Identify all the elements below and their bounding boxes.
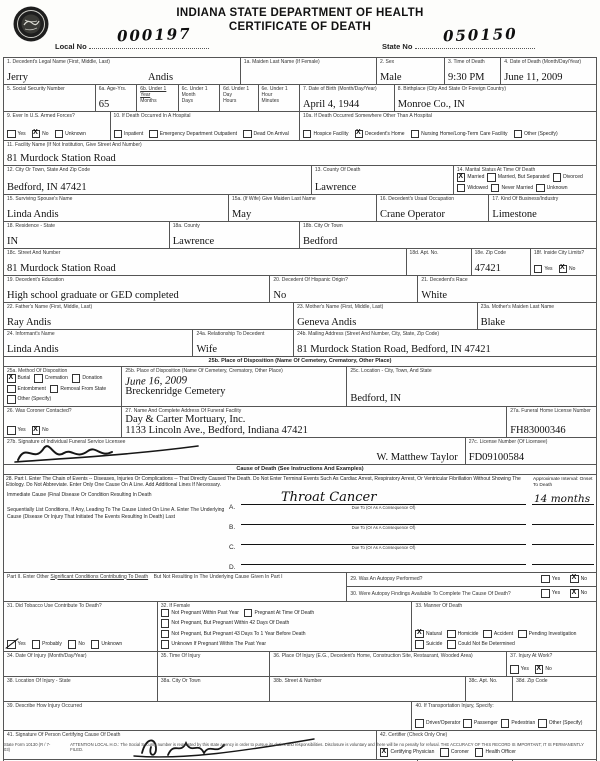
checkbox-icon xyxy=(50,385,59,394)
field-25b-place-of-disposition: 25b. Place of Disposition (Name Of Cemetery, Crematory, Other Place) June 16, 2009 Breckenridge Cemetery xyxy=(122,367,347,406)
checkbox-option-no xyxy=(32,426,49,435)
field-29-autopsy-performed: 29. Was An Autopsy Performed? Yes X No xyxy=(347,573,596,588)
checkbox-label: Yes xyxy=(551,590,561,597)
local-no-dotted-line xyxy=(89,24,209,49)
local-no xyxy=(55,24,209,51)
state-no xyxy=(382,24,535,51)
checkbox-option-decedent-s-home xyxy=(355,130,405,139)
checkbox-option-yes xyxy=(541,575,560,584)
checkbox-label: Pregnant At Time Of Death xyxy=(254,609,315,616)
checkbox-label: Not Pregnant, But Pregnant 43 Days To 1 Year Before Death xyxy=(171,630,306,637)
checkbox-icon xyxy=(447,640,456,649)
checkbox-option-yes xyxy=(541,589,560,598)
checkbox-icon xyxy=(303,130,312,139)
disposition-options xyxy=(7,374,118,405)
checkbox-option-pedestrian xyxy=(501,719,535,728)
field-32-if-female: 32. If Female Not Pregnant Within Past Year Pregnant At Time Of Death Not Pregnant, But Pregnant Within 42 Days Of Death Not Pregnant, But Pregnant 43 Days To 1 Year Before Death Unknown If Pregnant Within The Past Year xyxy=(158,602,413,651)
city-limits-options xyxy=(534,265,593,275)
field-6c-under-1-month: 6c. Under 1 Month Days xyxy=(179,85,220,111)
checkbox-option-yes xyxy=(534,265,553,274)
checkbox-option-no xyxy=(535,665,552,674)
checkbox-option-homicide xyxy=(447,630,478,639)
field-17-industry: 17. Kind Of Business/Industry Limestone xyxy=(492,196,559,220)
checkbox-label: Unknown xyxy=(101,641,123,648)
checkbox-option-inpatient xyxy=(114,130,144,139)
pregnancy-options xyxy=(161,609,409,650)
checkbox-option-other-specify xyxy=(7,395,51,404)
funeral-director-printed-name: W. Matthew Taylor xyxy=(376,451,458,463)
cause-a-value: Throat Cancer xyxy=(281,489,377,505)
checkbox-option-yes xyxy=(7,640,26,649)
field-24a-relationship: 24a. Relationship To Decedent Wife xyxy=(193,330,294,356)
checkbox-icon xyxy=(538,719,547,728)
checkbox-label: Suicide xyxy=(425,641,443,648)
checkbox-label: No xyxy=(545,666,552,673)
checkbox-option-nursing-home-long-term-care-facility xyxy=(411,130,508,139)
checkbox-option-passenger xyxy=(463,719,497,728)
checkbox-option-married xyxy=(457,173,484,182)
checkbox-label: Nursing Home/Long-Term Care Facility xyxy=(421,130,508,137)
checkbox-icon xyxy=(510,665,519,674)
checkbox-option-pending-investigation xyxy=(518,630,576,639)
armed-forces-options xyxy=(7,130,107,140)
checkbox-icon xyxy=(72,374,81,383)
footer-fine-print xyxy=(4,742,596,752)
checkbox-label: Emergency Department Outpatient xyxy=(159,130,237,137)
checkbox-icon xyxy=(68,640,77,649)
checkbox-icon xyxy=(463,719,472,728)
field-6a-age: 6a. Age-Yrs. 65 xyxy=(96,85,137,111)
checkbox-label: No xyxy=(580,575,587,582)
decedent-first-name: Jerry xyxy=(7,71,28,83)
checkbox-icon xyxy=(161,609,170,618)
checkbox-option-unknown xyxy=(91,640,122,649)
checkbox-label: Yes xyxy=(551,575,561,582)
checkbox-option-yes xyxy=(510,665,529,674)
injury-at-work-options xyxy=(510,665,593,675)
checkbox-icon xyxy=(491,184,500,193)
checkbox-label: Accident xyxy=(493,630,514,637)
cause-line-c: C. Due To (Or As A Consequence Of) xyxy=(229,532,594,551)
checkbox-icon xyxy=(244,609,253,618)
checkbox-icon xyxy=(541,575,550,584)
field-22-father-name: 22. Father's Name (First, Middle, Last) Ray Andis xyxy=(4,303,294,329)
checkbox-option-unknown xyxy=(55,130,86,139)
field-21-race: 21. Decedent's Race White xyxy=(421,277,468,301)
checkbox-icon xyxy=(447,630,456,639)
field-6e-under-1-hour: 6e. Under 1 Hour Minutes xyxy=(259,85,300,111)
field-24b-mailing-address: 24b. Mailing Address (Street And Number, City, State, Zip Code) 81 Murdock Station Road, Bedford, IN 47421 xyxy=(297,331,491,355)
checkbox-label: Decedent's Home xyxy=(365,130,405,137)
checkbox-option-burial xyxy=(7,374,30,383)
checkbox-label: Entombment xyxy=(17,385,46,392)
field-2-sex: 2. Sex Male xyxy=(377,58,445,84)
field-38-injury-state: 38. Location Of Injury - State xyxy=(4,677,158,701)
checkbox-option-widowed xyxy=(457,184,488,193)
funeral-facility-name: Day & Carter Mortuary, Inc. xyxy=(125,413,246,425)
field-part2-significant-conditions: Part II. Enter Other Significant Conditions Contributing To Death But Not Resulting In The Underlying Cause Given In Part I xyxy=(4,573,347,601)
checkbox-label: Cremation xyxy=(44,375,68,382)
field-3-time-of-death: 3. Time of Death 9:30 PM xyxy=(445,58,501,84)
checkbox-label: No xyxy=(42,130,49,137)
checkbox-label: Coroner xyxy=(450,749,469,756)
field-12-city-state-zip: 12. City Or Town, State And Zip Code Bedford, IN 47421 xyxy=(4,166,312,194)
checkbox-label: No xyxy=(42,427,49,434)
agency-title: INDIANA STATE DEPARTMENT OF HEALTH xyxy=(176,7,424,19)
hospital-options xyxy=(114,130,296,140)
cemetery-name: Breckenridge Cemetery xyxy=(125,385,226,397)
checkbox-option-accident xyxy=(483,630,513,639)
checkbox-label: Yes xyxy=(520,666,529,673)
checkbox-label: Never Married xyxy=(501,184,534,191)
checkbox-icon xyxy=(161,619,170,628)
field-13-county-of-death: 13. County Of Death Lawrence xyxy=(312,166,454,194)
checkbox-label: Yes xyxy=(544,265,553,272)
field-36-place-of-injury: 36. Place Of Injury (E.G., Decedent's Home, Construction Site, Restaurant, Wooded Area) xyxy=(270,652,507,676)
field-18a-residence-county: 18a. County Lawrence xyxy=(170,222,300,248)
checkbox-icon xyxy=(91,640,100,649)
checkbox-icon xyxy=(457,173,466,182)
checkbox-option-pregnant-at-time-of-death xyxy=(244,609,314,618)
field-18e-zip: 18e. Zip Code 47421 xyxy=(472,249,531,275)
field-15a-spouse-maiden-name: 15a. (If Wife) Give Maiden Last Name May xyxy=(229,195,377,221)
checkbox-label: Pending Investigation xyxy=(528,630,577,637)
checkbox-option-entombment xyxy=(7,385,46,394)
checkbox-option-yes xyxy=(7,426,26,435)
checkbox-icon xyxy=(534,265,543,274)
checkbox-option-not-pregnant-but-pregnant-43-days-to-1-year-before-death xyxy=(161,630,306,639)
checkbox-icon xyxy=(32,130,41,139)
field-34-date-of-injury: 34. Date Of Injury (Month/Day/Year) xyxy=(4,652,158,676)
field-25b-spanning-header: 25b. Place of Disposition (Name Of Cemetery, Crematory, Other Place) xyxy=(208,358,392,365)
other-place-options xyxy=(303,130,593,140)
checkbox-icon xyxy=(32,640,41,649)
checkbox-icon xyxy=(7,374,16,383)
checkbox-icon xyxy=(514,130,523,139)
checkbox-label: Other (Specify) xyxy=(17,396,52,403)
coroner-options xyxy=(7,426,118,436)
autopsy-options xyxy=(541,575,587,585)
field-25a-method-of-disposition: 25a. Method Of Disposition X Burial Cremation Donation Entombment Removal From State Other (Specify) xyxy=(4,367,122,406)
field-7-date-of-birth: 7. Date of Birth (Month/Day/Year) April 4, 1944 xyxy=(300,85,395,111)
field-30-autopsy-findings: 30. Were Autopsy Findings Available To Complete The Cause Of Death? Yes X No xyxy=(347,587,596,601)
cause-line-b: B. Due To (Or As A Consequence Of) xyxy=(229,512,594,531)
checkbox-label: Inpatient xyxy=(124,130,144,137)
field-5-ssn: 5. Social Security Number xyxy=(4,85,96,111)
checkbox-label: No xyxy=(580,590,587,597)
checkbox-label: Passenger xyxy=(473,720,498,727)
marital-status-options xyxy=(457,173,593,193)
checkbox-label: Hospice Facility xyxy=(313,130,349,137)
checkbox-option-removal-from-state xyxy=(50,385,106,394)
checkbox-option-other-specify xyxy=(538,719,582,728)
checkbox-icon xyxy=(541,589,550,598)
cause-of-death-header: Cause of Death (See Instructions And Examples) xyxy=(236,465,364,472)
form-title: CERTIFICATE OF DEATH xyxy=(228,21,372,33)
checkbox-option-not-pregnant-but-pregnant-within-42-days-of-death xyxy=(161,619,289,628)
field-24-informant: 24. Informant's Name Linda Andis xyxy=(4,330,193,356)
local-no-label: Local No xyxy=(55,42,87,51)
field-1a-maiden-name: 1a. Maiden Last Name (If Female) xyxy=(241,58,377,84)
checkbox-icon xyxy=(535,665,544,674)
checkbox-option-donation xyxy=(72,374,103,383)
field-38b-injury-street: 38b. Street & Number xyxy=(270,677,465,701)
checkbox-option-not-pregnant-within-past-year xyxy=(161,609,239,618)
field-38a-injury-city: 38a. City Or Town xyxy=(158,677,270,701)
checkbox-label: Yes xyxy=(17,427,26,434)
checkbox-icon xyxy=(32,426,41,435)
checkbox-option-no xyxy=(32,130,49,139)
checkbox-option-cremation xyxy=(34,374,68,383)
checkbox-icon xyxy=(34,374,43,383)
field-18b-residence-city: 18b. City Or Town Bedford xyxy=(302,223,343,247)
privacy-notice: ATTENTION LOCAL H.O.: The Social Security number is requested by this state agency in order to pursue its duties and responsibilities. Disclosure is voluntary and there will be no penalty for refusal. THE ACCURACY OF THIS RECORD IS IMPORTANT; IT IS PERMANENTLY FILED. xyxy=(70,742,584,752)
checkbox-icon xyxy=(487,173,496,182)
state-no-value: 050150 xyxy=(442,24,518,46)
checkbox-label: Natural xyxy=(425,630,443,637)
checkbox-icon xyxy=(7,385,16,394)
field-6d-under-1-day: 6d. Under 1 Day Hours xyxy=(220,85,258,111)
checkbox-icon xyxy=(570,589,579,598)
checkbox-icon xyxy=(243,130,252,139)
field-37-injury-at-work: 37. Injury At Work? Yes X No xyxy=(507,652,596,676)
field-18d-apt: 18d. Apt. No. xyxy=(407,249,472,275)
checkbox-icon xyxy=(7,130,16,139)
tobacco-options xyxy=(7,640,154,650)
checkbox-option-no xyxy=(559,265,576,274)
field-26-coroner-contacted: 26. Was Coroner Contacted? Yes X No xyxy=(4,407,122,437)
checkbox-option-other-specify xyxy=(514,130,558,139)
checkbox-option-never-married xyxy=(491,184,533,193)
checkbox-option-hospice-facility xyxy=(303,130,349,139)
checkbox-label: Unknown xyxy=(546,184,568,191)
field-10a-death-other-than-hospital: 10a. If Death Occurred Somewhere Other Than A Hospital Hospice Facility X Decedent's Home Nursing Home/Long-Term Care Facility Other (Specify) xyxy=(300,112,596,140)
field-27-funeral-facility: 27. Name And Complete Address Of Funeral Facility Day & Carter Mortuary, Inc. 1133 Lincoln Ave., Bedford, Indiana 47421 xyxy=(122,407,507,437)
checkbox-option-unknown xyxy=(536,184,567,193)
interval-header: Approximate Interval: Onset To Death xyxy=(533,476,593,488)
checkbox-icon xyxy=(161,640,170,649)
field-18c-street: 18c. Street And Number 81 Murdock Station Road xyxy=(4,249,407,275)
checkbox-icon xyxy=(536,184,545,193)
checkbox-label: Widowed xyxy=(467,184,488,191)
field-1-decedent-name: 1. Decedent's Legal Name (First, Middle, Last) Jerry Andis xyxy=(4,58,241,84)
checkbox-label: Burial xyxy=(17,375,31,382)
checkbox-icon xyxy=(415,640,424,649)
checkbox-label: Dead On Arrival xyxy=(253,130,289,137)
field-35-time-of-injury: 35. Time Of Injury xyxy=(158,652,270,676)
checkbox-label: Other (Specify) xyxy=(548,720,583,727)
checkbox-label: Removal From State xyxy=(60,385,107,392)
field-42-certifier-type: 42. Certifier (Check Only One) X Certifying Physician Coroner Health Officer xyxy=(377,731,596,759)
cause-line-a: A. Throat Cancer Due To (Or As A Consequence Of) 14 months xyxy=(229,492,594,511)
checkbox-icon xyxy=(355,130,364,139)
checkbox-icon xyxy=(149,130,158,139)
field-38c-injury-apt: 38c. Apt. No. xyxy=(466,677,513,701)
field-39-how-injury-occurred: 39. Describe How Injury Occurred xyxy=(4,702,412,730)
checkbox-option-suicide xyxy=(415,640,442,649)
checkbox-label: Homicide xyxy=(457,630,479,637)
checkbox-icon xyxy=(457,184,466,193)
checkbox-icon xyxy=(161,630,170,639)
checkbox-icon xyxy=(559,265,568,274)
field-20-hispanic-origin: 20. Decedent Of Hispanic Origin? No xyxy=(270,276,418,302)
cause-line-d: D. xyxy=(229,552,594,571)
checkbox-label: Could Not Be Determined xyxy=(457,641,515,648)
checkbox-option-no xyxy=(570,575,587,584)
field-40-transportation-injury: 40. If Transportation Injury, Specify: Driver/Operator Passenger Pedestrian Other (Specify) xyxy=(412,702,596,730)
checkbox-option-driver-operator xyxy=(415,719,460,728)
checkbox-label: Not Pregnant Within Past Year xyxy=(171,609,239,616)
field-25c-disposition-location: 25c. Location - City, Town, And State Bedford, IN xyxy=(350,368,432,405)
transportation-options xyxy=(415,719,593,729)
immediate-cause-label: Immediate Cause (Final Disease Or Condition Resulting In Death xyxy=(7,491,152,498)
checkbox-label: Divorced xyxy=(563,174,583,181)
field-19-education: 19. Decedent's Education High school graduate or GED completed xyxy=(4,276,270,302)
checkbox-icon xyxy=(570,575,579,584)
field-9-armed-forces: 9. Ever In U.S. Armed Forces? Yes X No Unknown xyxy=(4,112,111,140)
checkbox-icon xyxy=(55,130,64,139)
field-33-manner-of-death: 33. Manner Of Death X Natural Homicide Accident Pending Investigation Suicide Could Not Be Determined xyxy=(412,602,596,651)
checkbox-icon xyxy=(501,719,510,728)
field-38d-injury-zip: 38d. Zip Code xyxy=(516,677,548,684)
checkbox-icon xyxy=(518,630,527,639)
field-14-marital-status: 14. Marital Status At Time Of Death X Married Married, But Separated Divorced Widowed Never Married Unknown xyxy=(454,166,596,194)
checkbox-label: Pedestrian xyxy=(511,720,536,727)
checkbox-icon xyxy=(7,640,16,649)
field-27b-funeral-licensee-signature: 27b. Signature of Individual Funeral Service Licensee W. Matthew Taylor xyxy=(4,438,466,464)
checkbox-icon xyxy=(411,130,420,139)
checkbox-label: Unknown xyxy=(65,130,86,137)
checkbox-label: Married, But Separated xyxy=(497,174,550,181)
checkbox-icon xyxy=(7,395,16,404)
field-16-occupation: 16. Decedent's Usual Occupation Crane Operator xyxy=(377,195,489,221)
checkbox-label: Not Pregnant, But Pregnant Within 42 Days Of Death xyxy=(171,620,290,627)
checkbox-label: Donation xyxy=(82,375,103,382)
checkbox-label: No xyxy=(78,641,85,648)
checkbox-label: Driver/Operator xyxy=(425,720,461,727)
field-28-cause-of-death xyxy=(4,475,596,572)
interval-a-value: 14 months xyxy=(534,492,591,505)
field-23-mother-name: 23. Mother's Name (First, Middle, Last) Geneva Andis xyxy=(294,303,478,329)
checkbox-option-unknown-if-pregnant-within-the-past-year xyxy=(161,640,266,649)
checkbox-option-divorced xyxy=(553,173,583,182)
checkbox-label: Other (Specify) xyxy=(524,130,558,137)
checkbox-label: Certifying Physician xyxy=(390,749,435,756)
field-27c-licensee-number: 27c. License Number (Of Licensee) FD09100584 xyxy=(468,438,548,463)
checkbox-label: Health Officer xyxy=(485,749,516,756)
checkbox-icon xyxy=(114,130,123,139)
field-4-date-of-death: 4. Date of Death (Month/Day/Year) June 11, 2009 xyxy=(504,59,582,83)
field-15-surviving-spouse: 15. Surviving Spouse's Name Linda Andis xyxy=(4,195,229,221)
field-41-certifier-signature: 41. Signature Of Person Certifying Cause Of Death xyxy=(4,731,377,759)
checkbox-option-yes xyxy=(7,130,26,139)
local-no-value: 000197 xyxy=(116,24,192,46)
checkbox-icon xyxy=(553,173,562,182)
certificate-grid xyxy=(3,57,597,761)
checkbox-option-married-but-separated xyxy=(487,173,549,182)
state-no-dotted-line xyxy=(415,24,535,49)
checkbox-icon xyxy=(415,719,424,728)
field-11-facility-name: 11. Facility Name (If Not Institution, Give Street And Number) 81 Murdock Station Road xyxy=(7,142,142,164)
checkbox-label: No xyxy=(569,265,576,272)
sequential-label: Sequentially List Conditions, If Any, Leading To The Cause Listed On Line A. Enter The Underlying Cause (Disease Or Injury That Initiated The Events Resulting In Death) Last xyxy=(7,507,225,520)
checkbox-option-emergency-department-outpatient xyxy=(149,130,237,139)
field-31-tobacco-use: 31. Did Tobacco Use Contribute To Death? Yes Probably No Unknown xyxy=(4,602,158,651)
checkbox-icon xyxy=(7,426,16,435)
cause-instructions: 28. Part I. Enter The Chain of Events -- Diseases, Injuries Or Complications -- That Directly Caused The Death. Do Not Enter Terminal Events Such As Cardiac Arrest, Respiratory Arrest, Or Ventricular Fibrillation Without Showing The Etiology. Do Not Abbreviate. Enter Only One Cause On A Line. Add Additional Lines If Necessary. xyxy=(6,475,521,489)
field-6b-under-1-year: 6b. Under 1 Year Months xyxy=(137,85,178,111)
checkbox-label: Married xyxy=(467,174,485,181)
decedent-last-name: Andis xyxy=(148,71,174,83)
checkbox-label: Unknown If Pregnant Within The Past Year xyxy=(171,641,267,648)
checkbox-option-no xyxy=(570,589,587,598)
checkbox-option-dead-on-arrival xyxy=(243,130,289,139)
field-27a-funeral-home-license: 27a. Funeral Home License Number FH83000346 xyxy=(510,407,591,436)
state-no-label: State No xyxy=(382,42,413,51)
field-8-birthplace: 8. Birthplace (City And State Or Foreign Country) Monroe Co., IN xyxy=(397,86,507,110)
field-23a-mother-maiden: 23a. Mother's Maiden Last Name Blake xyxy=(480,304,555,328)
state-form-number: State Form 10130 (R / 7-03) xyxy=(4,742,51,752)
checkbox-icon xyxy=(483,630,492,639)
checkbox-option-natural xyxy=(415,630,442,639)
checkbox-label: Yes xyxy=(17,130,26,137)
checkbox-option-could-not-be-determined xyxy=(447,640,514,649)
field-18f-inside-city-limits: 18f. Inside City Limits? Yes X No xyxy=(531,249,596,275)
field-10-death-in-hospital: 10. If Death Occurred In A Hospital Inpatient Emergency Department Outpatient Dead On Arrival xyxy=(111,112,300,140)
checkbox-icon xyxy=(415,630,424,639)
funeral-facility-address: 1133 Lincoln Ave., Bedford, Indiana 47421 xyxy=(125,424,308,436)
checkbox-label: Probably xyxy=(42,641,62,648)
field-18-residence-state: 18. Residence - State IN xyxy=(4,222,170,248)
autopsy-findings-options xyxy=(541,589,587,599)
checkbox-option-no xyxy=(68,640,85,649)
checkbox-label: Yes xyxy=(17,641,26,648)
disposition-date-handwritten: June 16, 2009 xyxy=(125,374,188,388)
manner-options xyxy=(415,630,593,650)
checkbox-option-probably xyxy=(32,640,62,649)
